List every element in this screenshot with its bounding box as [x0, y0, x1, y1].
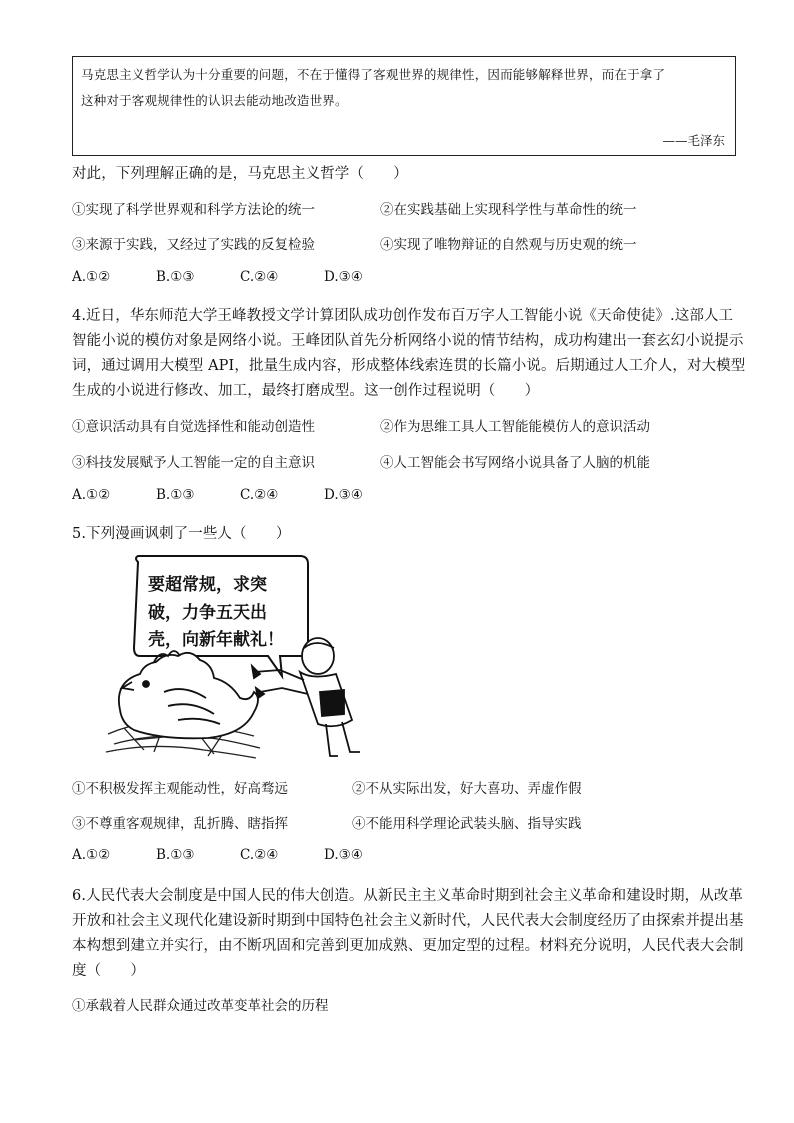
q3-answer-b[interactable]: B.①③ — [156, 269, 195, 285]
q5-option-1: ①不积极发挥主观能动性，好高骛远 — [72, 781, 288, 797]
q4-stem-line-2: 智能小说的模仿对象是网络小说。王峰团队首先分析网络小说的情节结构，成功构建出一套玄幻小说提示 — [72, 333, 744, 349]
q5-answer-a[interactable]: A.①② — [72, 847, 111, 863]
bubble-line-1: 要超常规，求突 — [148, 575, 267, 595]
q5-option-2: ②不从实际出发，好大喜功、弄虚作假 — [352, 781, 582, 797]
q5-answer-c[interactable]: C.②④ — [240, 847, 279, 863]
q5-answer-d[interactable]: D.③④ — [324, 847, 363, 863]
q5-stem: 5.下列漫画讽刺了一些人（ ） — [72, 526, 291, 542]
q4-answer-c[interactable]: C.②④ — [240, 487, 279, 503]
hen-icon — [119, 651, 258, 738]
q6-stem-line-1: 6.人民代表大会制度是中国人民的伟大创造。从新民主主义革命时期到社会主义革命和建设时期，从改革 — [72, 888, 744, 904]
q3-answer-d[interactable]: D.③④ — [324, 269, 363, 285]
q6-stem-line-3: 本构想到建立并实行，由不断巩固和完善到更加成熟、更加定型的过程。材料充分说明，人民代表大会制 — [72, 938, 744, 954]
q4-stem-line-1: 4.近日，华东师范大学王峰教授文学计算团队成功创作发布百万字人工智能小说《天命使徒》.这部人工 — [72, 308, 734, 324]
q4-option-4: ④人工智能会书写网络小说具备了人脑的机能 — [380, 455, 650, 471]
quote-line-1: 马克思主义哲学认为十分重要的问题，不在于懂得了客观世界的规律性，因而能够解释世界，而在于拿了 — [81, 67, 666, 82]
bubble-line-2: 破，力争五天出 — [148, 603, 267, 623]
quote-author: ——毛泽东 — [662, 133, 725, 148]
q4-answer-a[interactable]: A.①② — [72, 487, 111, 503]
q4-option-3: ③科技发展赋予人工智能一定的自主意识 — [72, 455, 315, 471]
quote-line-2: 这种对于客观规律性的认识去能动地改造世界。 — [81, 93, 348, 108]
q3-answer-c[interactable]: C.②④ — [240, 269, 279, 285]
q5-answer-b[interactable]: B.①③ — [156, 847, 195, 863]
q5-option-4: ④不能用科学理论武装头脑、指导实践 — [352, 816, 582, 832]
q3-option-4: ④实现了唯物辩证的自然观与历史观的统一 — [380, 237, 637, 253]
cartoon-illustration — [104, 552, 394, 764]
q5-answers — [72, 847, 408, 863]
q4-option-1: ①意识活动具有自觉选择性和能动创造性 — [72, 419, 315, 435]
quote-box — [72, 56, 736, 156]
q4-answers — [72, 487, 408, 503]
q4-stem-line-3: 词，通过调用大模型 API，批量生成内容，形成整体线索连贯的长篇小说。后期通过人工介人，对大模型 — [72, 358, 746, 374]
q3-option-3: ③来源于实践，又经过了实践的反复检验 — [72, 237, 315, 253]
q3-answers — [72, 269, 408, 285]
q3-answer-a[interactable]: A.①② — [72, 269, 111, 285]
q4-stem-line-4: 生成的小说进行修改、加工，最终打磨成型。这一创作过程说明（ ） — [72, 383, 540, 399]
q4-answer-b[interactable]: B.①③ — [156, 487, 195, 503]
q3-stem: 对此，下列理解正确的是，马克思主义哲学（ ） — [72, 166, 408, 182]
q3-option-2: ②在实践基础上实现科学性与革命性的统一 — [380, 202, 637, 218]
q4-answer-d[interactable]: D.③④ — [324, 487, 363, 503]
q5-option-3: ③不尊重客观规律，乱折腾、瞎指挥 — [72, 816, 288, 832]
q6-stem-line-2: 开放和社会主义现代化建设新时期到中国特色社会主义新时代，人民代表大会制度经历了由探索并提出基 — [72, 913, 744, 929]
q3-option-1: ①实现了科学世界观和科学方法论的统一 — [72, 202, 315, 218]
q4-option-2: ②作为思维工具人工智能能模仿人的意识活动 — [380, 419, 650, 435]
bubble-line-3: 壳，向新年献礼！ — [148, 630, 284, 650]
q6-option-1: ①承载着人民群众通过改革变革社会的历程 — [72, 998, 329, 1014]
q6-stem-line-4: 度（ ） — [72, 963, 145, 979]
